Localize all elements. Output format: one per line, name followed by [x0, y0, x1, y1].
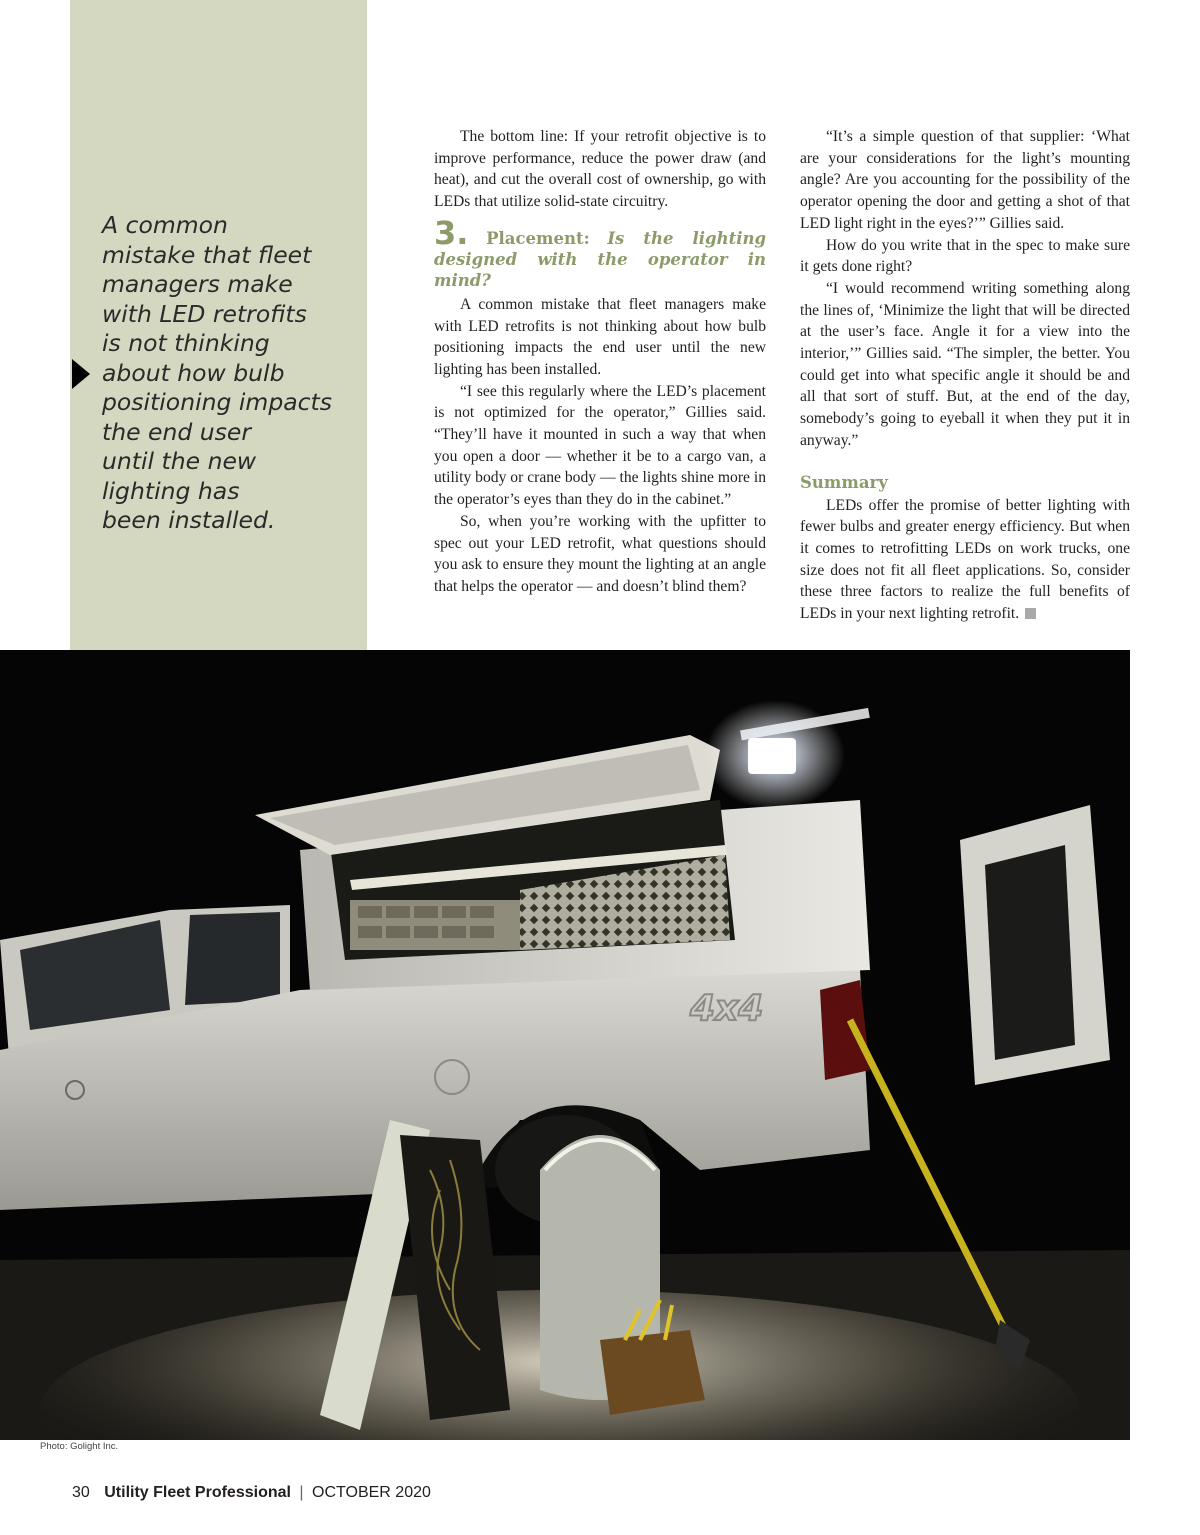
pullquote-line: the end user — [102, 417, 252, 446]
section-title: Placement: — [486, 228, 590, 248]
pullquote-line: lighting has — [102, 476, 240, 505]
truck-illustration — [0, 650, 1130, 1440]
paragraph — [800, 495, 1130, 625]
summary-heading: Summary — [800, 472, 888, 492]
pullquote-line: until the new — [102, 447, 257, 475]
article-column-1 — [434, 126, 766, 598]
paragraph: The bottom line: If your retrofit objective is to improve performance, reduce the power draw (and heat), and cut the overall cost of ownership, go with LEDs that utilize solid-state circuitry. — [434, 128, 766, 211]
decal-text: 4x4 — [690, 988, 764, 1029]
section-number: 3. — [434, 213, 469, 252]
pullquote-line: A common — [102, 211, 228, 239]
photo-credit: Photo: Golight Inc. — [40, 1441, 119, 1452]
paragraph: “I would recommend writing something along the lines of, ‘Minimize the light that will be directed at the user’s face. Angle it for a view into the interior,’” Gillies said. “The simpler, the better. You could get into what specific angle it should be and all that sort of stuff. But, at the end of the day, somebody’s going to eyeball it when they put it in anyway.” — [800, 279, 1130, 449]
pullquote — [102, 211, 352, 536]
pullquote-line: positioning impacts — [102, 388, 333, 416]
paragraph: So, when you’re working with the upfitter to spec out your LED retrofit, what questions should you ask to ensure they mount the lighting at an angle that helps the operator — and doesn’t blind them? — [434, 512, 766, 595]
truck-photo — [0, 650, 1130, 1440]
paragraph: “It’s a simple question of that supplier: ‘What are your considerations for the light’s mounting angle? Are you accounting for the possibility of the operator opening the door and getting a shot of that LED light right in the eyes?’” Gillies said. — [800, 128, 1130, 232]
paragraph: A common mistake that fleet managers make with LED retrofits is not thinking about how bulb positioning impacts the end user until the new lighting has been installed. — [434, 295, 766, 378]
section-heading — [434, 213, 767, 291]
section-question: Is the lighting designed with the operator in mind? — [434, 228, 767, 290]
pullquote-arrow-icon — [72, 359, 90, 389]
paragraph: “I see this regularly where the LED’s placement is not optimized for the operator,” Gillies said. “They’ll have it mounted in such a way that when you open a door — whether it be to a cargo van, a utility body or crane body — the lights shine more in the operator’s eyes than they do in the cabinet.” — [434, 382, 766, 509]
page-number: 30 — [72, 1484, 90, 1501]
page-footer — [72, 1484, 431, 1502]
issue-date: OCTOBER 2020 — [312, 1484, 431, 1501]
footer-separator: | — [299, 1484, 304, 1501]
pullquote-line: been installed. — [102, 506, 276, 534]
summary-text: LEDs offer the promise of better lighting with fewer bulbs and greater energy efficiency. But when it comes to retrofitting LEDs on work trucks, one size does not fit all fleet applications. So, consider these three factors to realize the full benefits of LEDs in your next lighting retrofit. — [800, 496, 1130, 623]
end-mark-icon — [1025, 608, 1036, 619]
pullquote-line: about how bulb — [102, 358, 285, 387]
publication-name: Utility Fleet Professional — [104, 1484, 291, 1501]
paragraph: How do you write that in the spec to make sure it gets done right? — [800, 236, 1130, 276]
article-column-2 — [800, 126, 1130, 625]
pullquote-line: managers make — [102, 270, 293, 298]
pullquote-line: is not thinking — [102, 329, 270, 357]
pullquote-line: with LED retrofits — [102, 299, 307, 328]
pullquote-line: mistake that fleet — [102, 240, 312, 269]
